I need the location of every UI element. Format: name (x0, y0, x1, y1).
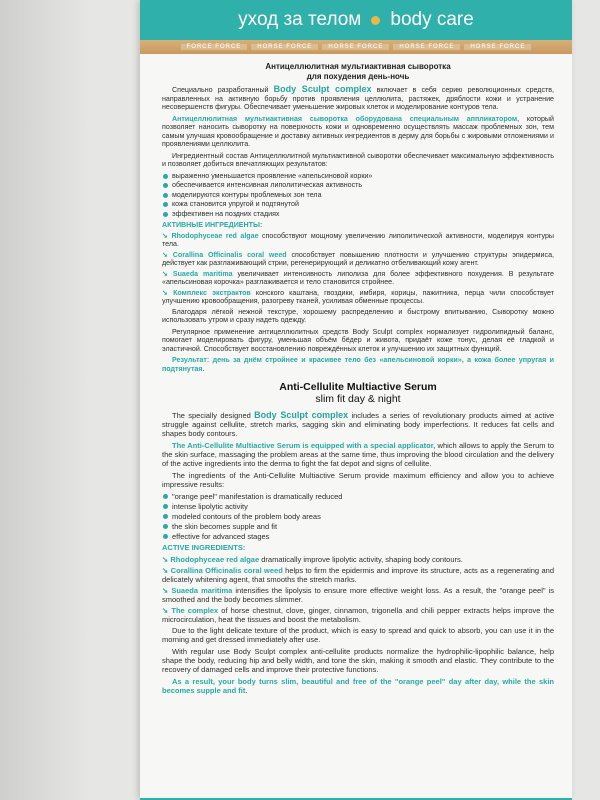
en-ingredient (162, 606, 554, 624)
en-paragraph-1 (162, 411, 554, 438)
en-title-line1: Anti-Cellulite Multiactive Serum (279, 381, 437, 393)
ingredient-name: Corallina Officinalis coral weed (170, 565, 283, 575)
en-ingredient (162, 566, 554, 584)
ru-active-title: АКТИВНЫЕ ИНГРЕДИЕНТЫ: (162, 221, 263, 229)
ingredient-text: увеличивает интенсивность липолиза для более эффективного похудения. В результате «апельсиновая корочка» разглаживается и тело становится стройнее. (162, 269, 554, 286)
en-brand-name: Body Sculpt complex (254, 410, 349, 420)
brand-strip-text: HORSE FORCE (393, 44, 460, 50)
arrow-icon: ➘ (162, 250, 173, 259)
arrow-icon: ➘ (162, 554, 171, 564)
product-box (140, 0, 572, 800)
ru-results-list (162, 172, 554, 219)
list-item: обеспечивается интенсивная липолитическая активность (162, 181, 554, 190)
list-item: effective for advanced stages (162, 532, 554, 541)
ingredient-text: конского каштана, гвоздики, имбиря, корицы, пажитника, перца чили способствует улучшению кровообращения, разогреву тканей, усиливая обменные процессы. (162, 288, 555, 305)
header-right-text: body care (390, 9, 474, 30)
en-paragraph-4: Due to the light delicate texture of the product, which is easy to spread and quick to absorb, you can use it in the morning and get dressed immediately after use. (162, 625, 554, 644)
brand-strip-text: HORSE FORCE (464, 44, 531, 50)
ru-ingredient (162, 232, 554, 249)
list-item: the skin becomes supple and fit (162, 522, 554, 531)
list-item: моделируются контуры проблемных зон тела (162, 191, 554, 200)
ru-p1-text: Специально разработанный (172, 86, 274, 94)
header-band (140, 0, 572, 40)
ru-title-line2: для похудения день-ночь (306, 71, 410, 81)
en-title (162, 381, 554, 405)
ru-paragraph-5: Регулярное применение антицеллюлитных средств Body Sculpt complex нормализует гидролипидный баланс, помогает моделировать фигуру, уменьшая объём бёдер и живота, придаёт коже тонус, делая её гладкой и эластичной. Способствует восстановлению повреждённых клеток и улучшению их защитных функций. (162, 327, 554, 353)
en-active-title: ACTIVE INGREDIENTS: (162, 543, 246, 552)
ru-paragraph-1 (162, 85, 554, 112)
en-applicator-highlight: The Anti-Cellulite Multiactive Serum is equipped with a special applicator, (172, 441, 436, 450)
ru-title-line1: Антицеллюлитная мультиактивная сыворотка (265, 62, 451, 71)
en-ingredient (162, 555, 554, 564)
header-left-text: уход за телом (238, 9, 362, 30)
ingredient-name: Rhodophyceae red algae (170, 554, 260, 564)
en-paragraph-3: The ingredients of the Anti-Cellulite Multiactive Serum provide maximum efficiency and allow you to achieve impressive results: (162, 471, 554, 489)
ru-ingredient (162, 270, 554, 287)
brand-strip (140, 40, 572, 54)
arrow-icon: ➘ (162, 565, 171, 575)
arrow-icon: ➘ (162, 585, 172, 595)
ru-paragraph-3: Ингредиентный состав Антицеллюлитной мультиактивной сыворотки обеспечивает максимальную эффективность и позволяет добиться впечатляющих результатов: (162, 151, 554, 168)
list-item: "orange peel" manifestation is dramatically reduced (162, 492, 554, 501)
ru-ingredient (162, 251, 554, 268)
en-p1-text-end: includes a series of revolutionary products aimed at active struggle against cellulite, stretch marks, sagging skin and eliminating body imperfections. It reduces fat cells and shapes body contours. (162, 411, 554, 438)
en-p2-text: which allows to apply the Serum to the skin surface, massaging the problem areas at the same time, thus improving the blood circulation and the delivery of the active ingredients into the derma to fight the fat depot and signs of cellulite. (162, 441, 554, 468)
arrow-icon: ➘ (162, 605, 172, 615)
ru-result: Результат: день за днём стройнее и красивее тело без «апельсиновой корки», а кожа более упругая и подтянутая. (162, 356, 554, 373)
en-ingredient (162, 586, 554, 604)
ingredient-text: способствуют мощному увеличению липолитической активности, моделируя контуры тела. (162, 231, 555, 248)
en-paragraph-2 (162, 441, 554, 468)
ingredient-text: of horse chestnut, clove, ginger, cinnamon, trigonella and chili pepper extracts helps improve the microcirculation, heat the tissues and boost the metabolism. (162, 605, 554, 624)
ingredient-name: Комплекс экстрактов (173, 288, 251, 297)
ru-ingredient (162, 289, 554, 306)
ru-paragraph-4: Благодаря лёгкой нежной текстуре, хорошему распределению и быстрому впитыванию, Сыворотку можно использовать утром и сразу надеть одежду. (162, 307, 554, 324)
en-title-line2: slim fit day & night (315, 393, 401, 405)
arrow-icon: ➘ (162, 231, 172, 240)
ru-p2-text: который позволяет наносить сыворотку на поверхность кожи и одновременно осуществлять массаж проблемных зон, тем самым улучшая кровообращение и доставку активных ингредиентов в дерму для борьбы с жировыми отложениями и проявлениями целлюлита. (162, 114, 554, 148)
background-shadow (0, 0, 150, 800)
ru-title (162, 62, 554, 81)
brand-strip-text: FORCE FORCE (181, 44, 248, 50)
en-results-list (162, 492, 554, 541)
en-p1-text: The specially designed (172, 411, 255, 420)
en-result: As a result, your body turns slim, beautiful and free of the "orange peel" day after day, while the skin becomes supple and fit. (162, 676, 554, 695)
list-item: кожа становится упругой и подтянутой (162, 200, 554, 209)
list-item: modeled contours of the problem body areas (162, 512, 554, 521)
brand-strip-text: HORSE FORCE (251, 44, 318, 50)
ingredient-text: способствует повышению плотности и улучшению структуры эпидермиса, действует как разглаживающий стрии, регенерирующий и деликатно отбеливающий кожу агент. (162, 250, 554, 267)
arrow-icon: ➘ (162, 269, 173, 278)
ingredient-name: Rhodophyceae red algae (171, 231, 259, 240)
ingredient-name: Suaeda maritima (171, 585, 233, 595)
arrow-icon: ➘ (162, 288, 174, 297)
ingredient-text: dramatically improve lipolytic activity, shaping body contours. (259, 554, 463, 564)
ru-paragraph-2 (162, 115, 554, 149)
header-dot-icon (371, 16, 380, 25)
ru-brand-name: Body Sculpt complex (273, 84, 372, 94)
ingredient-text: helps to firm the epidermis and improve its structure, acts as a regenerating and delicately whitening agent, that smooths the stretch marks. (162, 565, 554, 584)
en-paragraph-5: With regular use Body Sculpt complex anti-cellulite products normalize the hydrophilic-lipophilic balance, help shape the body, reducing hip and belly width, and tone the skin, making it smooth and elastic. They contribute to the recovery of damaged cells and improve their protective functions. (162, 646, 554, 674)
list-item: intense lipolytic activity (162, 502, 554, 511)
list-item: выраженно уменьшается проявление «апельсиновой корки» (162, 172, 554, 181)
list-item: эффективен на поздних стадиях (162, 210, 554, 219)
label-content (140, 54, 572, 695)
ru-p1-text-end: включает в себя серию революционных средств, направленных на активную борьбу против проявления целлюлита, растяжек, дряблости кожи и устранение несовершенств фигуры. Обеспечивает уменьшение жировых клеток и моделирование контуров тела. (162, 86, 554, 111)
ingredient-text: intensifies the lipolysis to ensure more effective weight loss. As a result, the "orange peel" is smoothed and the body becomes slimmer. (162, 585, 554, 604)
ingredient-name: The complex (171, 605, 219, 615)
ingredient-name: Corallina Officinalis coral weed (172, 250, 287, 259)
ingredient-name: Suaeda maritima (172, 269, 233, 278)
brand-strip-text: HORSE FORCE (322, 44, 389, 50)
ru-applicator-highlight: Антицеллюлитная мультиактивная сыворотка оборудована специальным аппликатором, (172, 114, 520, 123)
